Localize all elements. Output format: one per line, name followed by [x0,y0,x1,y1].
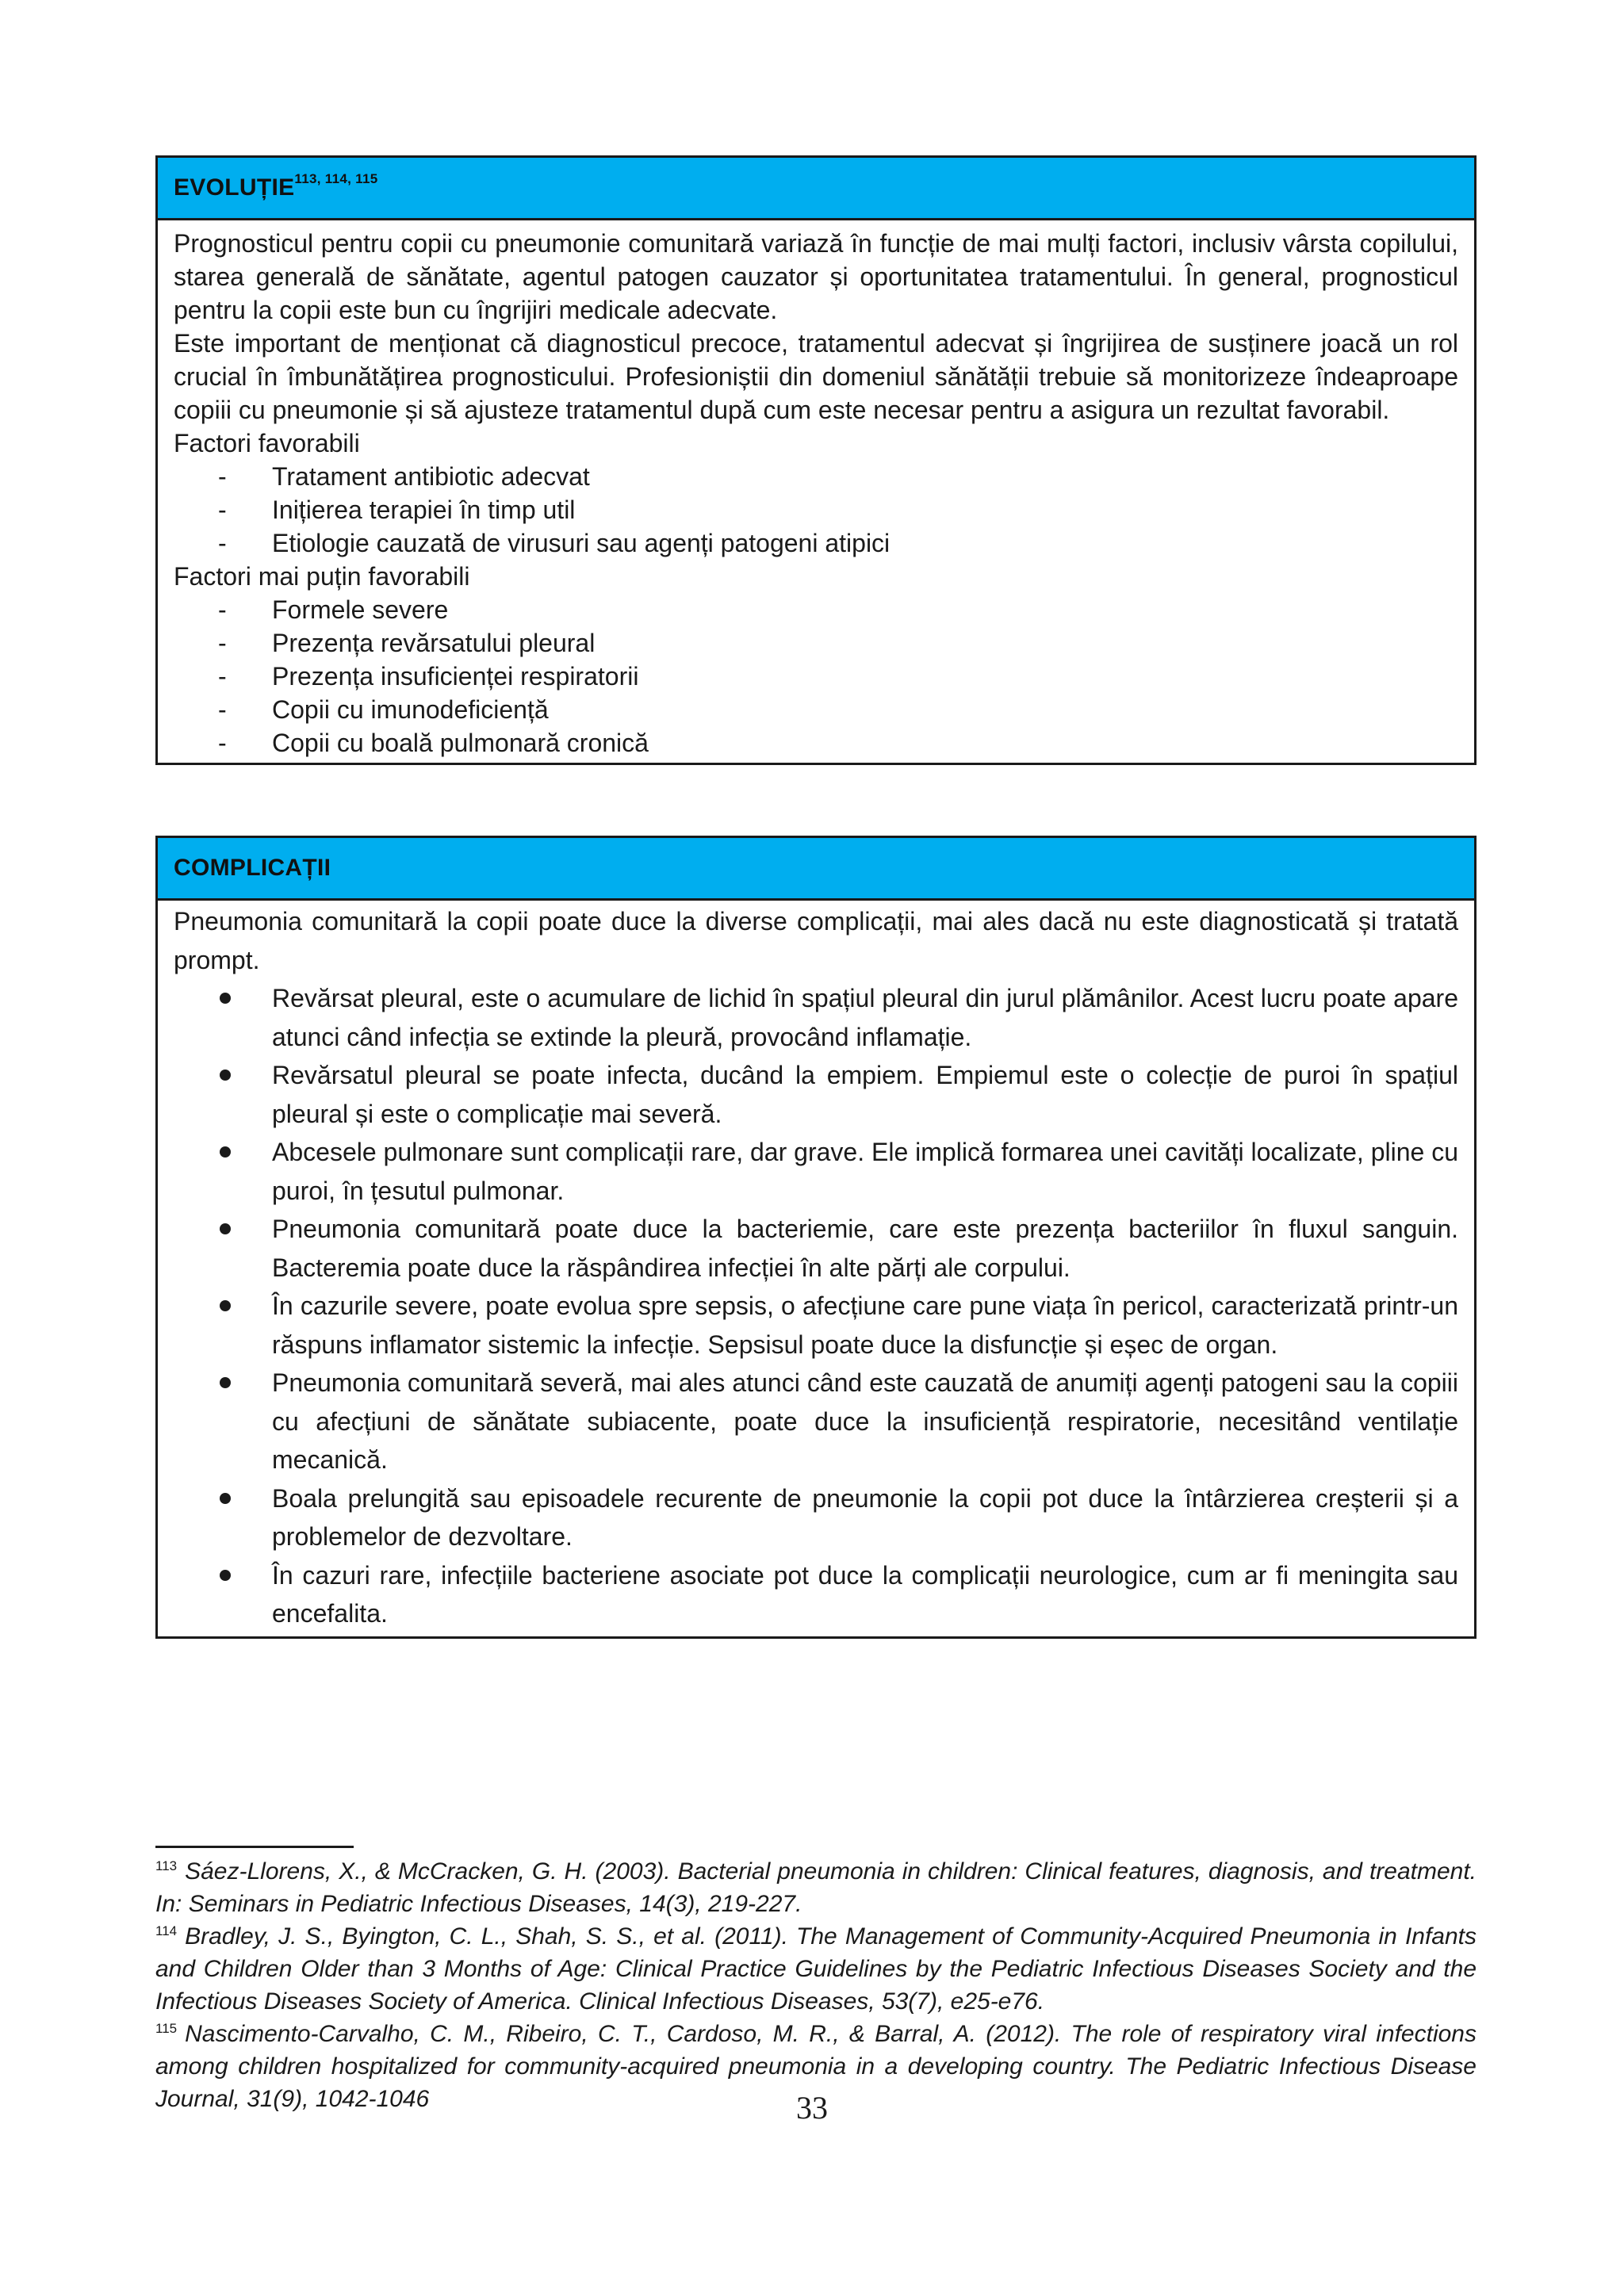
evolutie-references: 113, 114, 115 [294,171,378,186]
list-item: Pneumonia comunitară severă, mai ales atunci când este cauzată de anumiți agenți patogeni sau la copiii cu afecțiuni de sănătate subiacente, poate duce la insuficiență respiratorie, necesitând ventilație mecanică. [174,1364,1458,1479]
list-item: Abcesele pulmonare sunt complicații rare, dar grave. Ele implică formarea unei cavități localizate, pline cu puroi, în țesutul pulmonar. [174,1133,1458,1210]
footnote-115: $^{115}$ Nascimento-Carvalho, C. M., Ribeiro, C. T., Cardoso, M. R., & Barral, A. (2012). The role of respiratory viral infections among children hospitalized for community-acquired pneumonia in a developing country. The Pediatric Infectious Disease Journal, 31(9), 1042-1046 [155,2021,1477,2112]
bullet-icon [220,1493,231,1504]
list-item: - Etiologie cauzată de virusuri sau agenți patogeni atipici [218,529,891,557]
page-number: 33 [796,2090,828,2126]
complicatii-intro: Pneumonia comunitară la copii poate duce la diverse complicații, mai ales dacă nu este diagnosticată și tratată prompt. [174,907,1458,974]
evolutie-title: EVOLUȚIE$^{113, 114, 115}$ [174,171,378,201]
evolutie-body [158,220,1474,763]
bullet-icon [220,1070,231,1081]
list-item: - Prezența insuficienței respiratorii [218,662,639,691]
favorable-factors-list [174,460,1458,560]
complicatii-list [174,979,1458,1633]
bullet-icon [220,1146,231,1158]
list-item: - Copii cu boală pulmonară cronică [218,729,649,757]
complicatii-section [155,836,1477,1639]
bullet-icon [220,993,231,1004]
footnote-113: $^{113}$ Sáez-Llorens, X., & McCracken, G. H. (2003). Bacterial pneumonia in children: Clinical features, diagnosis, and treatment. In: Seminars in Pediatric Infectious Diseases, 14(3), 219-227. [155,1858,1477,1917]
list-item: - Tratament antibiotic adecvat [218,462,590,491]
list-item: - Prezența revărsatului pleural [218,629,596,657]
list-item: Boala prelungită sau episoadele recurente de pneumonie la copii pot duce la întârzierea creșterii și a problemelor de dezvoltare. [174,1479,1458,1556]
list-item: Pneumonia comunitară poate duce la bacteriemie, care este prezența bacteriilor în fluxul sanguin. Bacteremia poate duce la răspândirea infecției în alte părți ale corpului. [174,1210,1458,1287]
favorable-factors-heading: Factori favorabili [174,429,360,457]
list-item: - Formele severe [218,595,449,624]
footnote-separator [155,1846,354,1848]
less-favorable-factors-list [174,593,1458,760]
list-item: În cazuri rare, infecțiile bacteriene asociate pot duce la complicații neurologice, cum ar fi meningita sau encefalita. [174,1556,1458,1633]
list-item: - Copii cu imunodeficiență [218,695,549,724]
bullet-icon [220,1570,231,1581]
list-item: Revărsatul pleural se poate infecta, ducând la empiem. Empiemul este o colecție de puroi în spațiul pleural și este o complicație mai severă. [174,1056,1458,1133]
evolutie-paragraph-2: Este important de menționat că diagnosticul precoce, tratamentul adecvat și îngrijirea de susținere joacă un rol crucial în îmbunătățirea prognosticului. Profesioniștii din domeniul sănătății trebuie să monitorizeze îndeaproape copiii cu pneumonie și să ajusteze tratamentul după cum este necesar pentru a asigura un rezultat favorabil. [174,329,1458,424]
complicatii-title: COMPLICAȚII [174,855,331,881]
bullet-icon [220,1223,231,1234]
evolutie-section [155,155,1477,765]
complicatii-body [158,901,1474,1636]
complicatii-header [158,838,1474,901]
evolutie-header [158,158,1474,220]
list-item: În cazurile severe, poate evolua spre sepsis, o afecțiune care pune viața în pericol, caracterizată printr-un răspuns inflamator sistemic la infecție. Sepsisul poate duce la disfuncție și eșec de organ. [174,1287,1458,1364]
bullet-icon [220,1300,231,1311]
less-favorable-factors-heading: Factori mai puțin favorabili [174,562,470,591]
bullet-icon [220,1377,231,1388]
footnote-114: $^{114}$ Bradley, J. S., Byington, C. L., Shah, S. S., et al. (2011). The Management of Community-Acquired Pneumonia in Infants and Children Older than 3 Months of Age: Clinical Practice Guidelines by the Pediatric Infectious Diseases Society and the Infectious Diseases Society of America. Clinical Infectious Diseases, 53(7), e25-e76. [155,1923,1477,2015]
list-item: Revărsat pleural, este o acumulare de lichid în spațiul pleural din jurul plămânilor. Acest lucru poate apare atunci când infecția se extinde la pleură, provocând inflamație. [174,979,1458,1056]
footnotes [155,1855,1477,2115]
list-item: - Inițierea terapiei în timp util [218,496,576,524]
evolutie-paragraph-1: Prognosticul pentru copii cu pneumonie comunitară variază în funcție de mai mulți factori, inclusiv vârsta copilului, starea generală de sănătate, agentul patogen cauzator și oportunitatea tratamentului. În general, prognosticul pentru la copii este bun cu îngrijiri medicale adecvate. [174,229,1458,324]
